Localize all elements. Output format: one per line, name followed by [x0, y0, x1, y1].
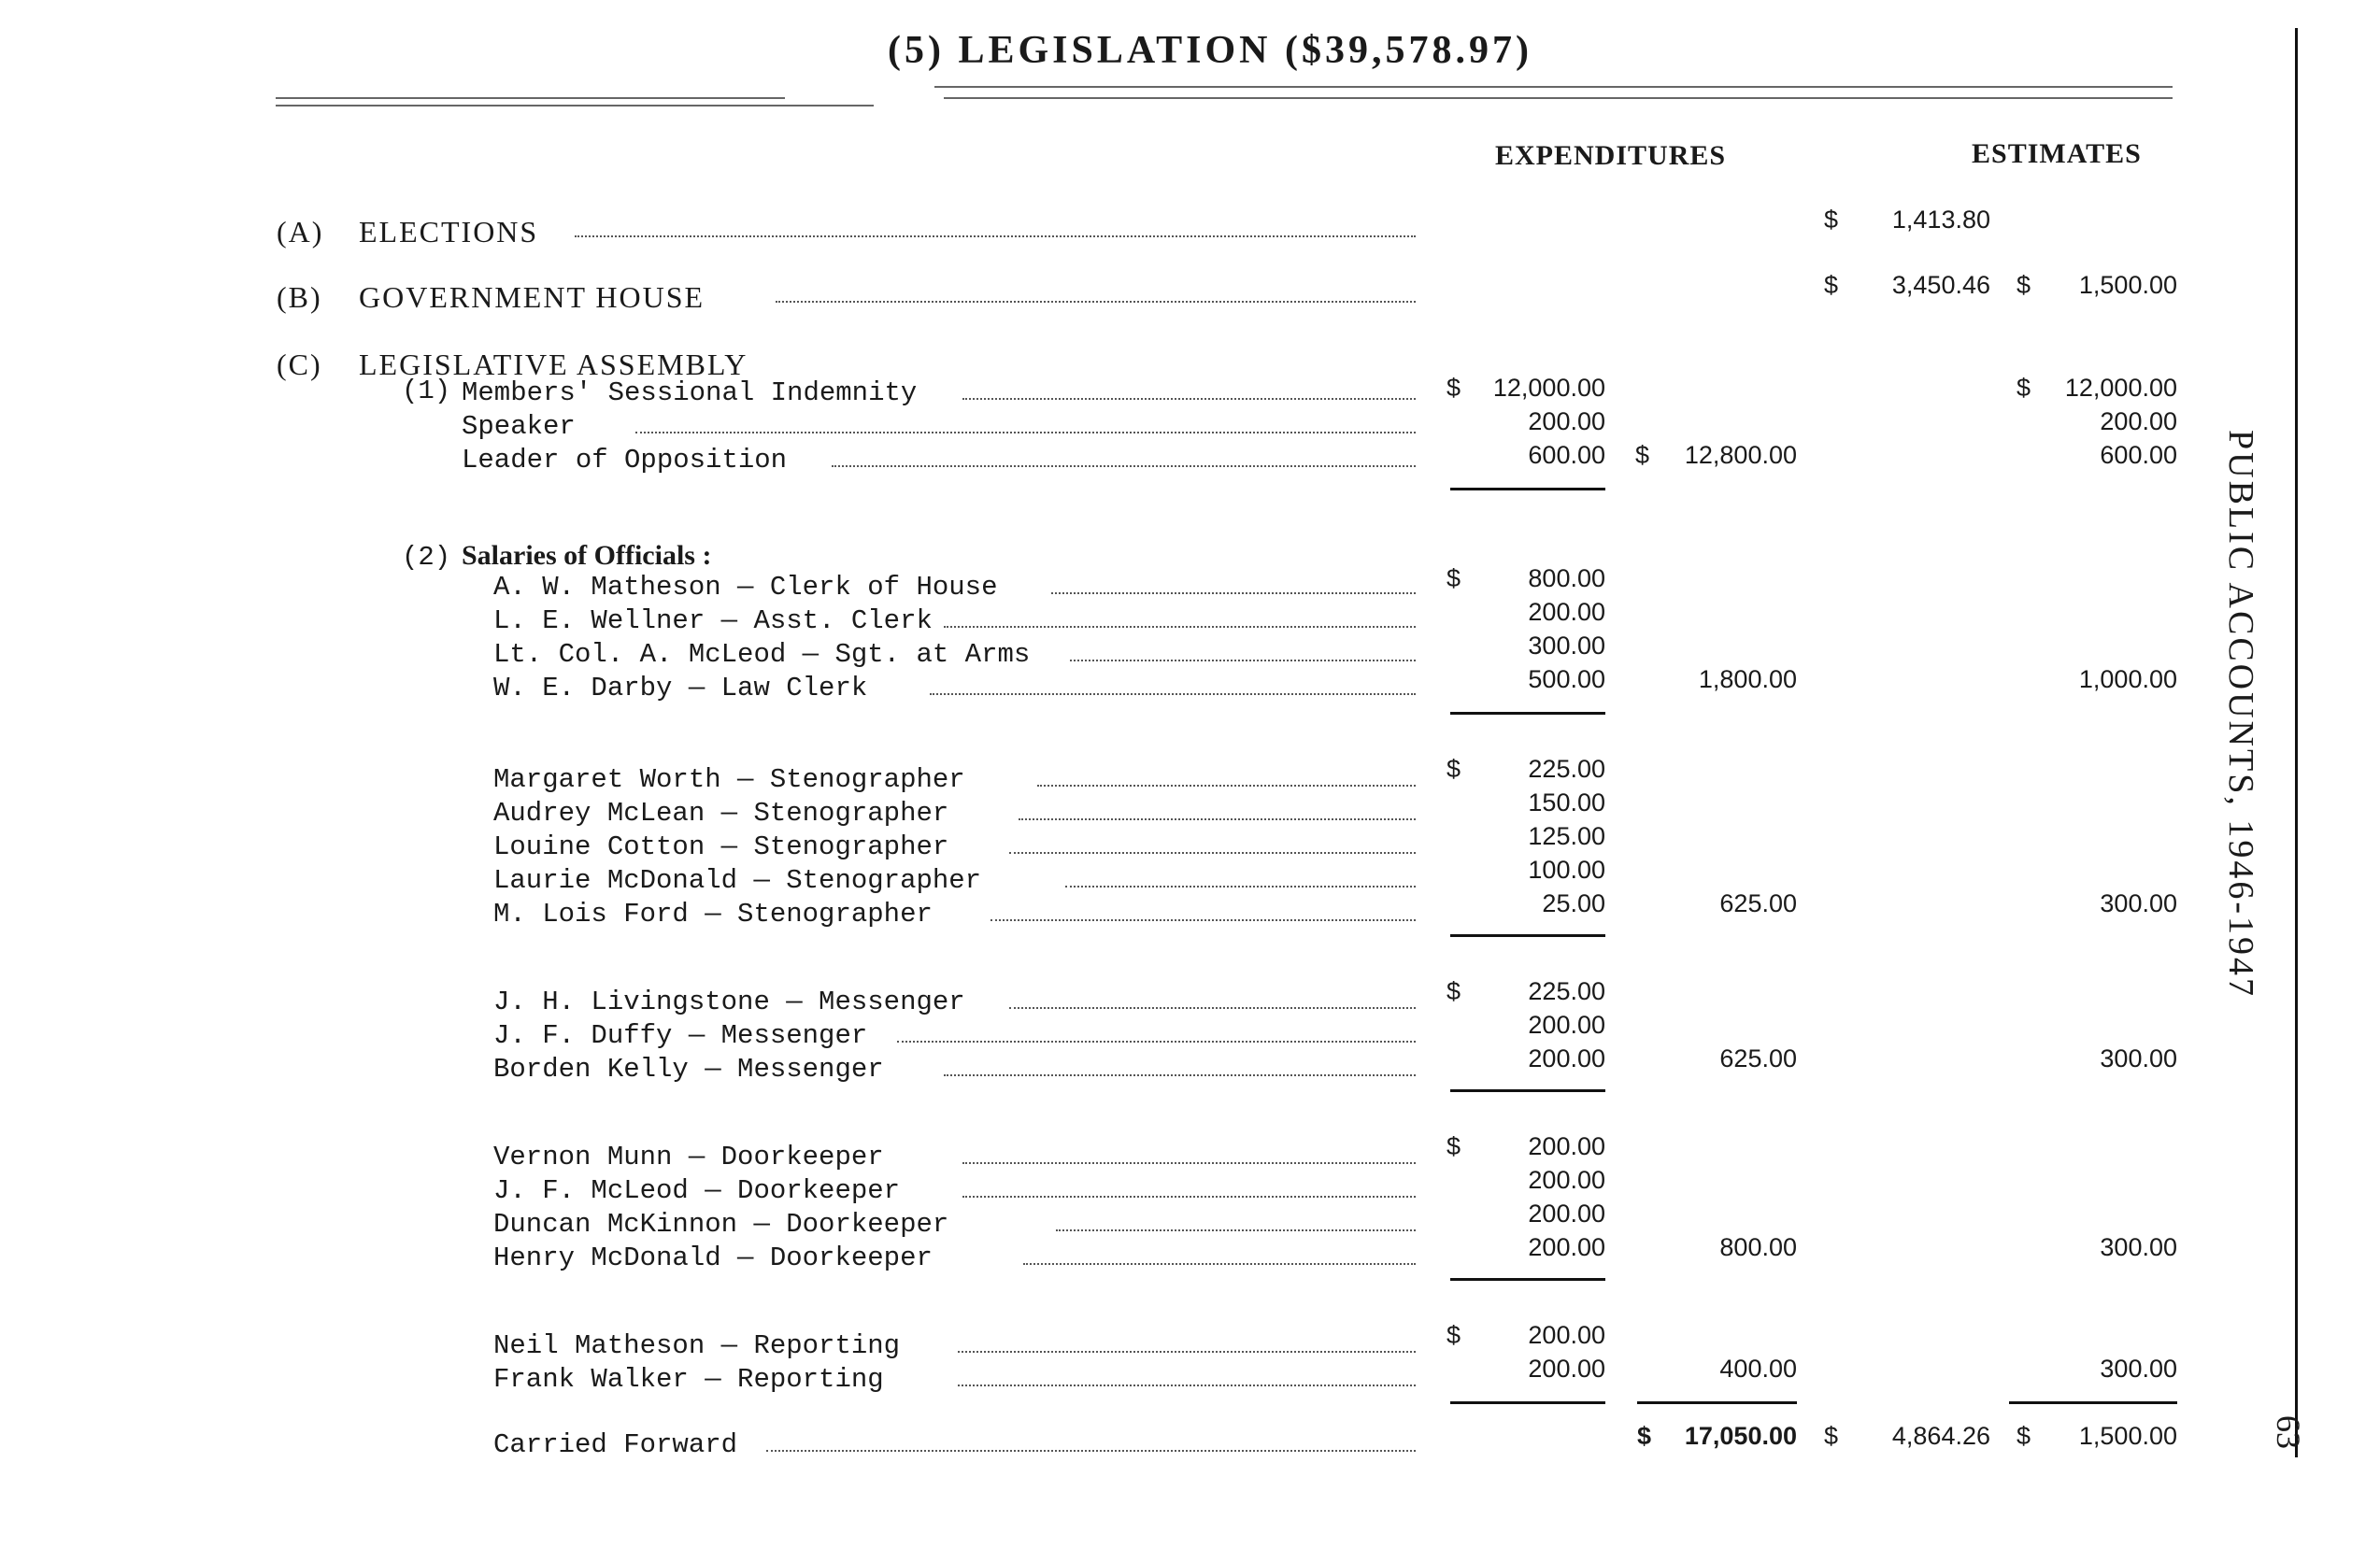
line-item-name: Vernon Munn — Doorkeeper [493, 1142, 884, 1172]
section-name: GOVERNMENT HOUSE [359, 280, 705, 314]
line-item-name: Laurie McDonald — Stenographer [493, 865, 982, 896]
line-item-amount: 200.00 [1528, 1166, 1605, 1194]
line-item-name: Speaker [462, 411, 576, 442]
leader-dots [575, 235, 1416, 237]
leader-dots [1070, 660, 1416, 661]
section-letter: (C) [277, 348, 322, 381]
currency-sign: $ [1635, 441, 1650, 469]
leader-dots [1023, 1263, 1416, 1265]
leader-dots [930, 693, 1416, 695]
total-rule-amount [1450, 1401, 1605, 1404]
line-item-estimate: 300.00 [2100, 1233, 2177, 1261]
line-item-name: W. E. Darby — Law Clerk [493, 673, 868, 703]
line-item-amount: 225.00 [1528, 755, 1605, 783]
leader-dots [635, 432, 1416, 433]
leader-dots [832, 465, 1416, 467]
section-letter: (A) [277, 215, 324, 249]
line-item-estimate: 600.00 [2100, 441, 2177, 469]
total-rule-subtotal [1637, 1401, 1797, 1404]
right-margin-rule [2295, 28, 2298, 1457]
column-header-estimates: ESTIMATES [1972, 138, 2142, 169]
line-item-name: Lt. Col. A. McLeod — Sgt. at Arms [493, 639, 1031, 670]
leader-dots [1019, 818, 1416, 820]
currency-sign: $ [2017, 1422, 2031, 1450]
line-item-amount: 200.00 [1528, 407, 1605, 435]
currency-sign: $ [2017, 374, 2031, 402]
currency-sign: $ [1824, 271, 1839, 299]
leader-dots [1037, 785, 1416, 787]
currency-sign: $ [1447, 755, 1461, 783]
line-item-amount: 600.00 [1528, 441, 1605, 469]
group-subtotal: 1,800.00 [1698, 665, 1797, 693]
leader-dots [958, 1351, 1416, 1353]
line-item-name: Audrey McLean — Stenographer [493, 798, 949, 829]
line-item-amount: 200.00 [1528, 1355, 1605, 1383]
currency-sign: $ [2017, 271, 2031, 299]
section-name: ELECTIONS [359, 215, 539, 249]
line-item-estimate: 300.00 [2100, 1355, 2177, 1383]
line-item-amount: 200.00 [1528, 598, 1605, 626]
line-item-name: Margaret Worth — Stenographer [493, 764, 965, 795]
line-item-estimate: 300.00 [2100, 1044, 2177, 1072]
column-header-expenditures: EXPENDITURES [1495, 140, 1727, 171]
group-subtotal: 400.00 [1719, 1355, 1797, 1383]
section-letter: (B) [277, 280, 322, 314]
leader-dots [1065, 886, 1416, 888]
page-number: 63 [2270, 1415, 2307, 1449]
line-item-amount: 200.00 [1528, 1233, 1605, 1261]
title-rule-right [934, 86, 2173, 88]
line-item-name: Leader of Opposition [462, 445, 788, 476]
group-subtotal: 12,800.00 [1684, 441, 1797, 469]
group-subtotal: 625.00 [1719, 889, 1797, 917]
line-item-name: Duncan McKinnon — Doorkeeper [493, 1209, 949, 1240]
leader-dots [962, 398, 1416, 400]
line-item-amount: 225.00 [1528, 977, 1605, 1005]
line-item-amount: 100.00 [1528, 856, 1605, 884]
carried-forward-subtotal: 17,050.00 [1684, 1422, 1797, 1450]
line-item-estimate: 12,000.00 [2064, 374, 2177, 402]
line-item-name: Frank Walker — Reporting [493, 1364, 884, 1395]
group-subtotal: 800.00 [1719, 1233, 1797, 1261]
subtotal-rule [1450, 712, 1605, 715]
line-item-name: J. F. Duffy — Messenger [493, 1020, 868, 1051]
line-item-name: Borden Kelly — Messenger [493, 1054, 884, 1085]
line-item-amount: 200.00 [1528, 1132, 1605, 1160]
line-item-name: A. W. Matheson — Clerk of House [493, 572, 998, 603]
group-heading: Salaries of Officials : [462, 540, 712, 571]
leader-dots [944, 1074, 1416, 1076]
title-rule-left [276, 97, 785, 99]
line-item-amount: 800.00 [1528, 564, 1605, 592]
line-item-name: Members' Sessional Indemnity [462, 377, 918, 408]
line-item-name: M. Lois Ford — Stenographer [493, 899, 933, 930]
subtotal-rule [1450, 934, 1605, 937]
line-item-amount: 200.00 [1528, 1044, 1605, 1072]
carried-forward-estimate: 1,500.00 [2078, 1422, 2177, 1450]
line-item-name: L. E. Wellner — Asst. Clerk [493, 605, 933, 636]
line-item-amount: 150.00 [1528, 788, 1605, 817]
line-item-amount: 300.00 [1528, 632, 1605, 660]
carried-forward-total: 4,864.26 [1891, 1422, 1990, 1450]
section-total: 3,450.46 [1891, 271, 1990, 299]
running-head: PUBLIC ACCOUNTS, 1946-1947 [2221, 430, 2260, 999]
line-item-estimate: 300.00 [2100, 889, 2177, 917]
currency-sign: $ [1447, 564, 1461, 592]
leader-dots [1051, 592, 1416, 594]
currency-sign: $ [1447, 1321, 1461, 1349]
leader-dots [944, 626, 1416, 628]
group-label: (2) [402, 542, 451, 573]
group-label: (1) [402, 376, 451, 406]
line-item-amount: 25.00 [1542, 889, 1605, 917]
leader-dots [958, 1385, 1416, 1386]
section-name: LEGISLATIVE ASSEMBLY [359, 348, 748, 381]
leader-dots [1009, 852, 1416, 854]
leader-dots [776, 301, 1416, 303]
leader-dots [962, 1162, 1416, 1164]
leader-dots [990, 919, 1416, 921]
line-item-name: Louine Cotton — Stenographer [493, 831, 949, 862]
group-subtotal: 625.00 [1719, 1044, 1797, 1072]
title-rule-right-2 [944, 97, 2173, 99]
title-rule-left-2 [276, 105, 874, 107]
currency-sign: $ [1824, 1422, 1839, 1450]
line-item-name: Neil Matheson — Reporting [493, 1330, 901, 1361]
total-rule-estimate [2009, 1401, 2177, 1404]
line-item-amount: 12,000.00 [1492, 374, 1605, 402]
line-item-amount: 200.00 [1528, 1321, 1605, 1349]
line-item-amount: 125.00 [1528, 822, 1605, 850]
line-item-amount: 200.00 [1528, 1200, 1605, 1228]
leader-dots [1009, 1007, 1416, 1009]
line-item-name: Henry McDonald — Doorkeeper [493, 1243, 933, 1273]
line-item-name: J. F. McLeod — Doorkeeper [493, 1175, 901, 1206]
line-item-estimate: 1,000.00 [2078, 665, 2177, 693]
subtotal-rule [1450, 1278, 1605, 1281]
currency-sign: $ [1447, 1132, 1461, 1160]
subtotal-rule [1450, 1089, 1605, 1092]
currency-sign: $ [1447, 374, 1461, 402]
carried-forward-label: Carried Forward [493, 1429, 738, 1460]
line-item-amount: 200.00 [1528, 1011, 1605, 1039]
leader-dots [1056, 1229, 1416, 1231]
leader-dots [766, 1450, 1416, 1452]
line-item-amount: 500.00 [1528, 665, 1605, 693]
leader-dots [897, 1041, 1416, 1043]
section-estimate: 1,500.00 [2078, 271, 2177, 299]
leader-dots [962, 1196, 1416, 1198]
subtotal-rule [1450, 488, 1605, 490]
currency-sign: $ [1637, 1422, 1652, 1450]
section-total: 1,413.80 [1891, 206, 1990, 234]
line-item-estimate: 200.00 [2100, 407, 2177, 435]
line-item-name: J. H. Livingstone — Messenger [493, 987, 965, 1017]
currency-sign: $ [1447, 977, 1461, 1005]
page-title: (5) LEGISLATION ($39,578.97) [888, 29, 1532, 72]
currency-sign: $ [1824, 206, 1839, 234]
